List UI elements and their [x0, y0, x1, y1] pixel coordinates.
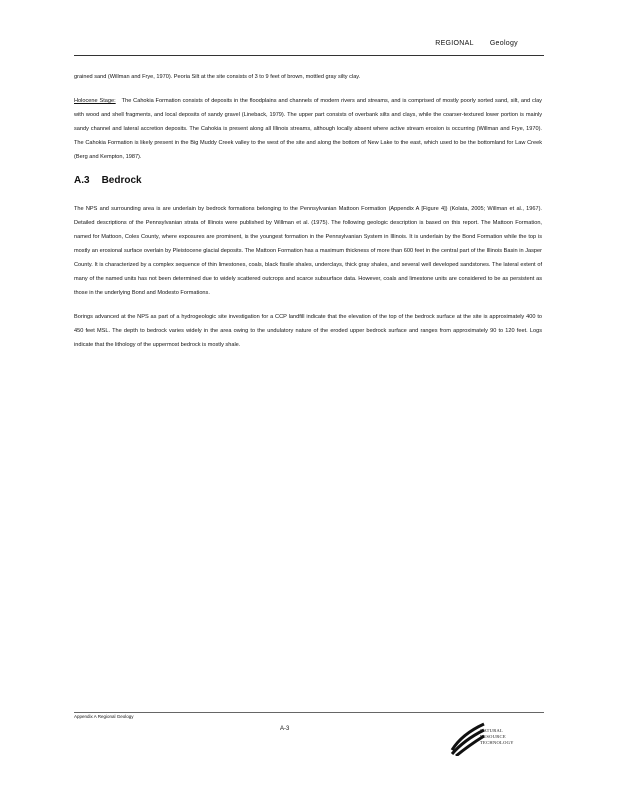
holocene-stage-label: Holocene Stage: — [74, 98, 116, 104]
header-topic: Geology — [489, 40, 518, 47]
page-number: A-3 — [280, 726, 290, 732]
section-heading — [74, 174, 542, 188]
paragraph-holocene — [74, 94, 542, 164]
header-region: REGIONAL — [435, 40, 474, 47]
running-header — [421, 40, 518, 47]
holocene-text: The Cahokia Formation consists of deposits in the floodplains and channels of modern rivers and streams, and is comprised of mostly poorly sorted sand, silt, and clay with wood and shell fragments, and local deposits of sandy gravel (Lineback, 1979). The upper part consists of overbank silts and clays, while the coarser-textured lower portion is mainly sandy channel and lateral accretion deposits. The Cahokia is present along all Illinois streams, although locally absent where active stream erosion is occurring (Willman and Frye, 1970). The Cahokia Formation is likely present in the Big Muddy Creek valley to the west of the site and along the bottom of New Lake to the east, which used to be the bottomland for Law Creek (Berg and Kempton, 1987). — [74, 98, 542, 160]
company-logo — [450, 720, 540, 760]
logo-line-1: NATURAL — [480, 728, 504, 733]
logo-text — [480, 728, 514, 746]
document-body — [74, 70, 542, 362]
paragraph-bedrock: The NPS and surrounding area is are underlain by bedrock formations belonging to the Pennsylvanian Mattoon Formation (Appendix A [Figure 4]) (Kolata, 2005; Willman et al., 1967). Detailed descriptions of the Pennsylvanian strata of Illinois were published by Willman et al. (1975). The following geologic description is based on this report. The Mattoon Formation, named for Mattoon, Coles County, where exposures are prominent, is the youngest formation in the Pennsylvanian System in Illinois. It is underlain by the Bond Formation while the top is mostly an erosional surface overlain by Pleistocene glacial deposits. The Mattoon Formation has a maximum thickness of more than 600 feet in the central part of the Illinois Basin in Jasper County. It is characterized by a complex sequence of thin limestones, coals, black fissile shales, underclays, thick gray shales, and several well developed sandstones. The lateral extent of many of the named units has not been determined due to widely scattered outcrops and scarce subsurface data. However, coals and limestone units are considered to be as persistent as those in the underlying Bond and Modesto Formations. — [74, 206, 542, 296]
paragraph-peoria-silt: grained sand (Willman and Frye, 1970). Peoria Silt at the site consists of 3 to 9 feet of brown, mottled gray silty clay. — [74, 74, 361, 80]
paragraph-borings: Borings advanced at the NPS as part of a hydrogeologic site investigation for a CCP landfill indicate that the elevation of the top of the bedrock surface at the site is approximately 400 to 450 feet MSL. The depth to bedrock varies widely in the area owing to the undulatory nature of the eroded upper bedrock surface and ranges from approximately 90 to 120 feet. Logs indicate that the lithology of the uppermost bedrock is mostly shale. — [74, 314, 542, 348]
header-divider — [74, 55, 544, 56]
logo-line-3: TECHNOLOGY — [480, 740, 514, 745]
footer-label: Appendix A Regional Geology — [74, 714, 134, 719]
logo-line-2: RESOURCE — [480, 734, 506, 739]
section-number: A.3 — [74, 175, 90, 186]
section-title: Bedrock — [101, 175, 142, 186]
footer-divider — [74, 712, 544, 713]
